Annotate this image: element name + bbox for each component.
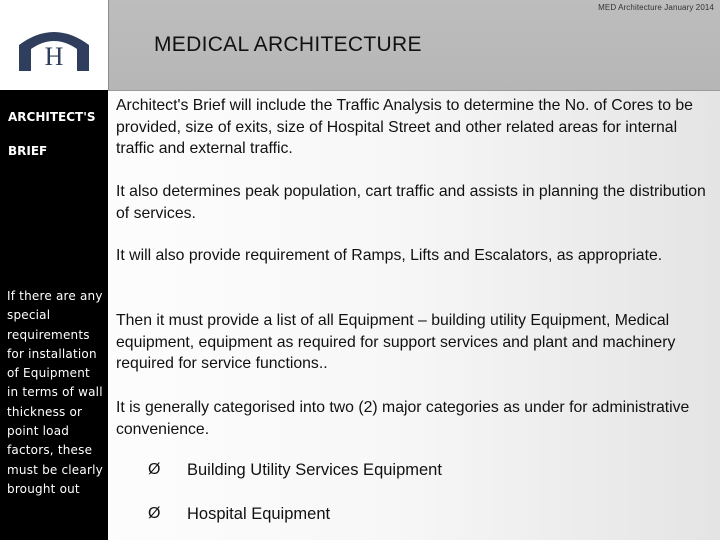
logo-area <box>0 0 108 90</box>
paragraph-categories: It is generally categorised into two (2) major categories as under for administrative convenience. <box>116 399 690 438</box>
page-title: MEDICAL ARCHITECTURE <box>154 33 422 56</box>
paragraph-peak-population: It also determines peak population, cart traffic and assists in planning the distribution of services. <box>116 183 706 222</box>
sidebar-note: If there are any special requirements for installation of Equipment in terms of wall thickness or point load factors, these must be clearly brought out <box>7 289 103 496</box>
logo-letter: H <box>44 42 64 71</box>
bullet-hospital-equipment: Hospital Equipment <box>187 505 331 523</box>
arrowhead-bullet-icon: Ø <box>148 505 161 522</box>
paragraph-equipment-list: Then it must provide a list of all Equipment – building utility Equipment, Medical equipment, equipment as required for support services and plant and machinery required for service functions.. <box>116 312 676 372</box>
paragraph-ramps-lifts: It will also provide requirement of Ramps, Lifts and Escalators, as appropriate. <box>116 247 663 264</box>
sidebar-heading: ARCHITECT'S BRIEF <box>8 110 96 158</box>
h-arch-logo-icon <box>15 25 93 73</box>
footer-note: MED Architecture January 2014 <box>598 3 714 12</box>
arrowhead-bullet-icon: Ø <box>148 461 161 478</box>
bullet-building-utility: Building Utility Services Equipment <box>187 461 442 479</box>
header-divider <box>108 0 109 90</box>
paragraph-traffic-analysis: Architect's Brief will include the Traffic Analysis to determine the No. of Cores to be provided, size of exits, size of Hospital Street and other related areas for internal traffic and external traffic. <box>116 97 693 157</box>
